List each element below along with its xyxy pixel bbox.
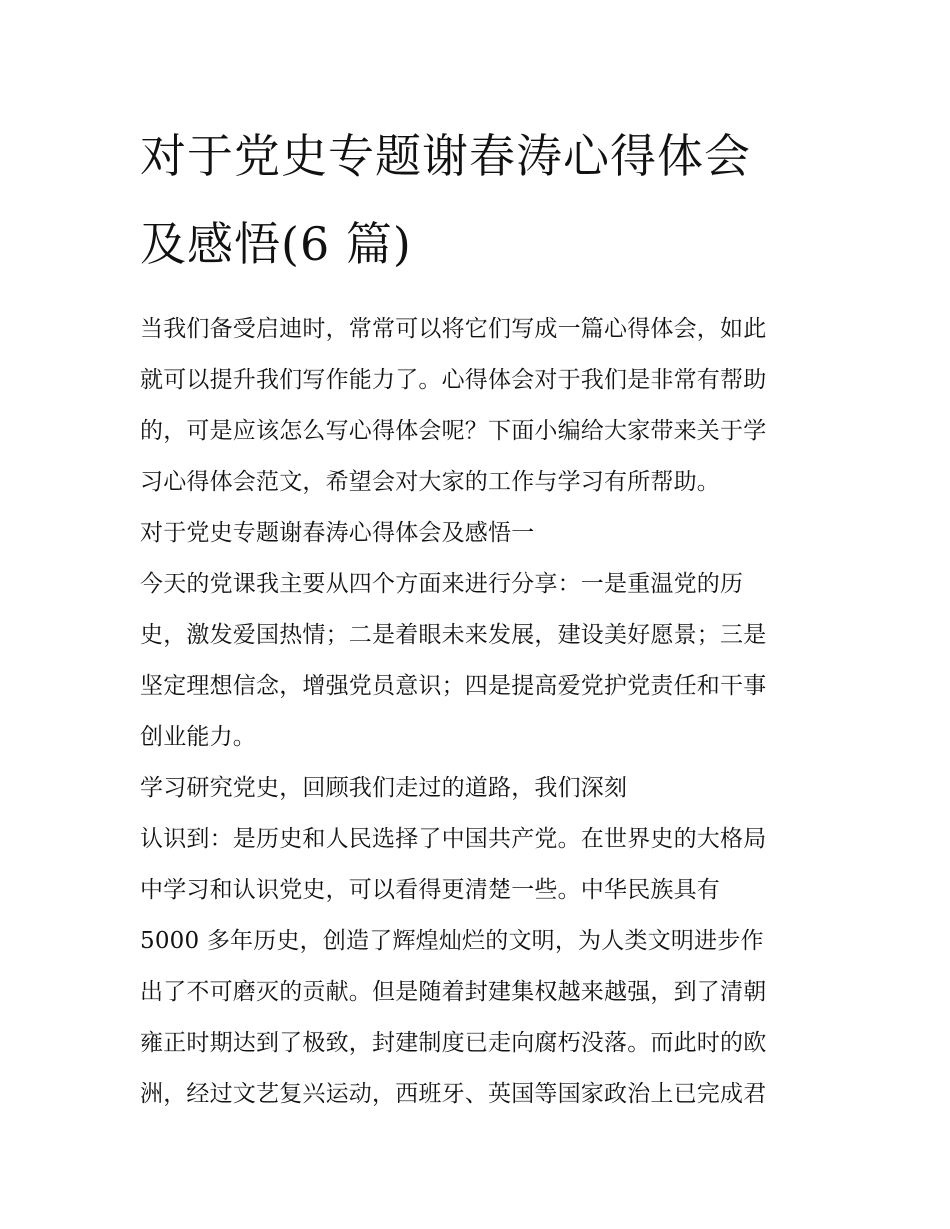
body-line: 当我们备受启迪时，常常可以将它们写成一篇心得体会，如此 — [140, 316, 767, 342]
body-line: 坚定理想信念，增强党员意识；四是提高爱党护党责任和干事 — [140, 673, 767, 699]
body-line: 学习研究党史，回顾我们走过的道路，我们深刻 — [140, 775, 628, 801]
body-line: 5000 多年历史，创造了辉煌灿烂的文明，为人类文明进步作 — [140, 928, 764, 954]
document-title: 对于党史专题谢春涛心得体会 及感悟(6 篇) — [140, 129, 751, 271]
body-line: 就可以提升我们写作能力了。心得体会对于我们是非常有帮助 — [140, 367, 767, 393]
body-line: 雍正时期达到了极致，封建制度已走向腐朽没落。而此时的欧 — [140, 1030, 767, 1056]
body-line: 习心得体会范文，希望会对大家的工作与学习有所帮助。 — [140, 469, 720, 495]
document-page — [140, 112, 820, 1120]
body-line: 认识到：是历史和人民选择了中国共产党。在世界史的大格局 — [140, 826, 767, 852]
body-line: 今天的党课我主要从四个方面来进行分享：一是重温党的历 — [140, 571, 744, 597]
section-heading: 对于党史专题谢春涛心得体会及感悟一 — [140, 520, 535, 546]
body-line: 洲，经过文艺复兴运动，西班牙、英国等国家政治上已完成君 — [140, 1081, 767, 1107]
body-line: 出了不可磨灭的贡献。但是随着封建集权越来越强，到了清朝 — [140, 979, 767, 1005]
body-line: 的，可是应该怎么写心得体会呢？下面小编给大家带来关于学 — [140, 418, 767, 444]
body-line: 创业能力。 — [140, 724, 256, 750]
body-line: 史，激发爱国热情；二是着眼未来发展，建设美好愿景；三是 — [140, 622, 767, 648]
body-line: 中学习和认识党史，可以看得更清楚一些。中华民族具有 — [140, 877, 720, 903]
document-body — [140, 304, 820, 1120]
